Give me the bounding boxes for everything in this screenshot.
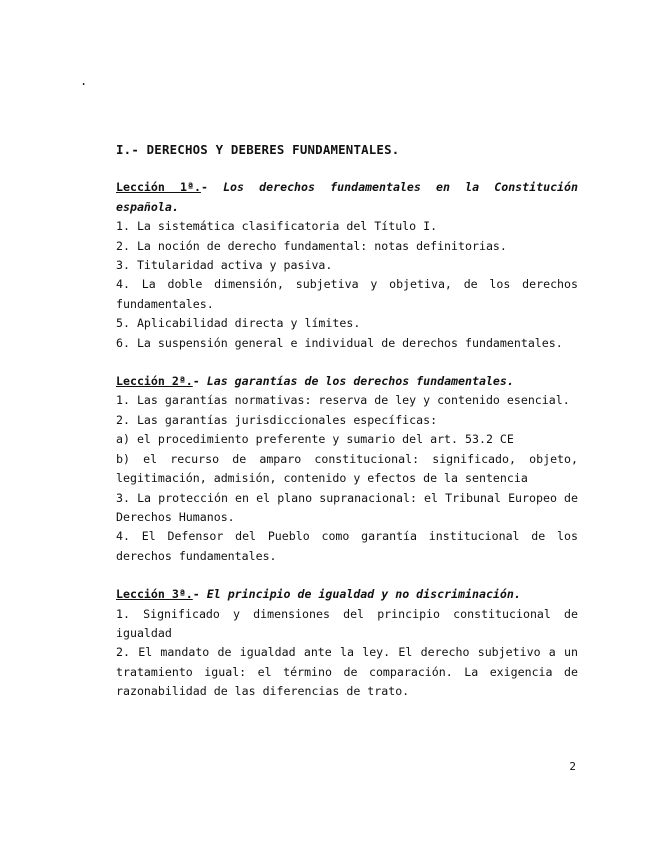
- list-item: 3. Titularidad activa y pasiva.: [116, 258, 333, 273]
- lesson-3: [116, 585, 578, 701]
- section-title: I.- DERECHOS Y DEBERES FUNDAMENTALES.: [116, 142, 400, 157]
- list-item: a) el procedimiento preferente y sumario del art. 53.2 CE: [116, 432, 514, 447]
- lesson-2: [116, 372, 578, 566]
- lesson-label: Lección 3ª.: [116, 587, 193, 602]
- lesson-label: Lección 1ª.: [116, 180, 201, 195]
- list-item: 4. El Defensor del Pueblo como garantía institucional de los derechos fundamentales.: [116, 529, 578, 563]
- lesson-heading: [116, 178, 578, 217]
- lesson-heading: [116, 585, 578, 604]
- lesson-separator: -: [192, 587, 207, 602]
- lesson-title: Las garantías de los derechos fundamentales.: [206, 374, 514, 389]
- page-number: 2: [569, 760, 576, 773]
- list-item: 1. Las garantías normativas: reserva de ley y contenido esencial.: [116, 393, 570, 408]
- list-item: 2. La noción de derecho fundamental: notas definitorias.: [116, 238, 507, 253]
- lesson-title: Los derechos fundamentales en la Constitución española.: [116, 180, 578, 214]
- list-item: 6. La suspensión general e individual de derechos fundamentales.: [116, 335, 563, 350]
- list-item: b) el recurso de amparo constitucional: significado, objeto, legitimación, admisión, contenido y efectos de la sentencia: [116, 451, 578, 486]
- list-item: 4. La doble dimensión, subjetiva y objetiva, de los derechos fundamentales.: [116, 277, 578, 311]
- stray-dot: .: [80, 74, 88, 88]
- document-body: [116, 140, 578, 721]
- lesson-separator: -: [200, 180, 224, 195]
- lesson-title: El principio de igualdad y no discriminación.: [206, 587, 521, 602]
- lesson-label: Lección 2ª.: [116, 374, 193, 389]
- list-item: 2. El mandato de igualdad ante la ley. El derecho subjetivo a un tratamiento igual: el término de comparación. La exigencia de razonabilidad de las diferencias de trato.: [116, 645, 578, 699]
- list-item: 1. Significado y dimensiones del principio constitucional de igualdad: [116, 606, 578, 640]
- list-item: 1. La sistemática clasificatoria del Título I.: [116, 219, 438, 234]
- lesson-separator: -: [192, 374, 207, 389]
- lesson-1: [116, 178, 578, 353]
- list-item: 2. Las garantías jurisdiccionales específicas:: [116, 412, 438, 427]
- list-item: 5. Aplicabilidad directa y límites.: [116, 316, 361, 331]
- lesson-heading: [116, 372, 578, 391]
- list-item: 3. La protección en el plano supranacional: el Tribunal Europeo de Derechos Humanos.: [116, 490, 578, 524]
